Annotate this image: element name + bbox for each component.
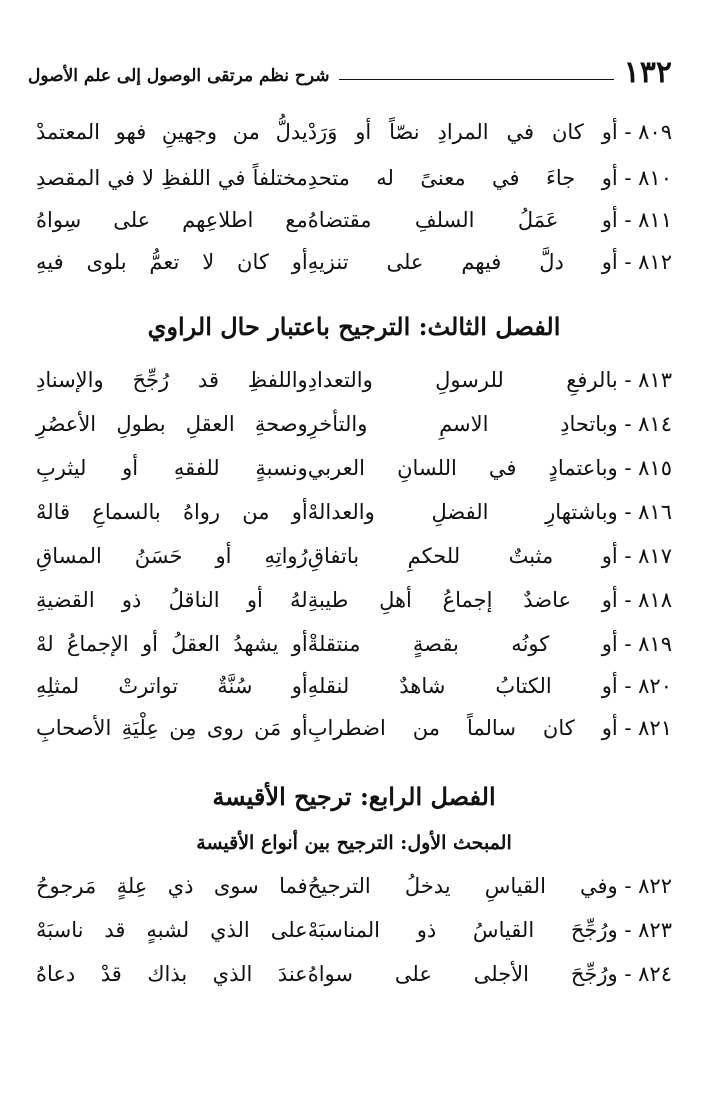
- verse-number: ٨٠٩: [638, 120, 672, 144]
- verse-second-hemistich: أو من رواهُ بالسماعِ قالهْ: [36, 500, 308, 524]
- verse-second-hemistich: مع اطلاعِهم على سِواهُ: [36, 208, 308, 232]
- verse-second-hemistich: مختلفاً في اللفظِ لا في المقصدِ: [36, 166, 308, 190]
- verse-number: ٨١٢: [638, 250, 672, 274]
- verse-number: ٨٢٣: [638, 918, 672, 942]
- verse-first-hemistich: أو كان في المرادِ نصّاً أو وَرَدْ: [307, 120, 618, 144]
- verse-line: ٨١٩ - أو كونُه بقصةٍ منتقلةْ أو يشهدُ العقلُ أو الإجماعُ لهْ: [36, 632, 672, 656]
- verse-line: ٨٢١ - أو كان سالماً من اضطرابِ أو مَن روى مِن عِلْيَةِ الأصحابِ: [36, 716, 672, 740]
- verse-first-hemistich: وباتحادِ الاسمِ والتأخرِ: [307, 412, 618, 436]
- verse-second-hemistich: واللفظِ قد رُجِّحَ والإسنادِ: [36, 368, 308, 392]
- chapter-heading: الفصل الثالث: الترجيح باعتبار حال الراوي: [147, 312, 561, 341]
- verse-first-hemistich: ورُجِّحَ الأجلى على سواهُ: [307, 962, 618, 986]
- verse-line: ٨٢٢ - وفي القياسِ يدخلُ الترجيحُ فما سوى ذي عِلةٍ مَرجوحُ: [36, 874, 672, 898]
- verse-number: ٨٢٢: [638, 874, 672, 898]
- verse-number: ٨١٣: [638, 368, 672, 392]
- page-number: ١٣٢: [623, 55, 672, 90]
- verse-line: ٨٠٩ - أو كان في المرادِ نصّاً أو وَرَدْ يدلُّ من وجهينِ فهو المعتمدْ: [36, 120, 672, 144]
- verse-line: ٨٢٤ - ورُجِّحَ الأجلى على سواهُ عندَ الذي بذاك قدْ دعاهُ: [36, 962, 672, 986]
- verse-number: ٨١٧: [638, 544, 672, 568]
- verse-number: ٨١٩: [638, 632, 672, 656]
- verse-first-hemistich: ورُجِّحَ القياسُ ذو المناسبَهْ: [307, 918, 618, 942]
- verse-number: ٨١٤: [638, 412, 672, 436]
- verse-second-hemistich: أو يشهدُ العقلُ أو الإجماعُ لهْ: [36, 632, 308, 656]
- verse-line: ٨١٧ - أو مثبتٌ للحكمِ باتفاقِ رُواتِهِ أو حَسَنُ المساقِ: [36, 544, 672, 568]
- verse-line: ٨١٨ - أو عاضدٌ إجماعُ أهلِ طيبةِ لهُ أو الناقلُ ذو القضيةِ: [36, 588, 672, 612]
- header-rule: [339, 79, 613, 80]
- verse-line: ٨١٢ - أو دلَّ فيهم على تنزيهِ أو كان لا تعمُّ بلوى فيهِ: [36, 250, 672, 274]
- verse-first-hemistich: أو مثبتٌ للحكمِ باتفاقِ: [307, 544, 618, 568]
- chapter-heading: الفصل الرابع: ترجيح الأقيسة: [212, 782, 496, 811]
- verse-first-hemistich: أو الكتابُ شاهدٌ لنقلهِ: [307, 674, 618, 698]
- verse-first-hemistich: وباشتهارِ الفضلِ والعدالهْ: [307, 500, 618, 524]
- verse-number: ٨٢١: [638, 716, 672, 740]
- verse-first-hemistich: أو كان سالماً من اضطرابِ: [307, 716, 618, 740]
- page-header: [28, 52, 672, 92]
- verse-second-hemistich: فما سوى ذي عِلةٍ مَرجوحُ: [36, 874, 308, 898]
- verse-number: ٨١١: [638, 208, 672, 232]
- verse-second-hemistich: يدلُّ من وجهينِ فهو المعتمدْ: [36, 120, 308, 144]
- verse-first-hemistich: أو جاءَ في معنىً له متحدِ: [307, 166, 618, 190]
- verse-line: ٨١٣ - بالرفعِ للرسولِ والتعدادِ واللفظِ قد رُجِّحَ والإسنادِ: [36, 368, 672, 392]
- verse-number: ٨١٨: [638, 588, 672, 612]
- verse-first-hemistich: بالرفعِ للرسولِ والتعدادِ: [307, 368, 618, 392]
- verse-line: ٨١٦ - وباشتهارِ الفضلِ والعدالهْ أو من رواهُ بالسماعِ قالهْ: [36, 500, 672, 524]
- verse-number: ٨٢٤: [638, 962, 672, 986]
- verse-number: ٨١٠: [638, 166, 672, 190]
- verse-second-hemistich: أو كان لا تعمُّ بلوى فيهِ: [36, 250, 308, 274]
- verse-first-hemistich: وفي القياسِ يدخلُ الترجيحُ: [307, 874, 618, 898]
- verse-number: ٨١٦: [638, 500, 672, 524]
- verse-first-hemistich: أو عاضدٌ إجماعُ أهلِ طيبةِ: [307, 588, 618, 612]
- verse-second-hemistich: أو مَن روى مِن عِلْيَةِ الأصحابِ: [36, 716, 308, 740]
- verse-line: ٨٢٣ - ورُجِّحَ القياسُ ذو المناسبَهْ على الذي لشبهٍ قد ناسبَهْ: [36, 918, 672, 942]
- verse-first-hemistich: أو كونُه بقصةٍ منتقلةْ: [307, 632, 618, 656]
- verse-second-hemistich: لهُ أو الناقلُ ذو القضيةِ: [36, 588, 308, 612]
- verse-line: ٨٢٠ - أو الكتابُ شاهدٌ لنقلهِ أو سُنَّةٌ تواترتْ لمثلِهِ: [36, 674, 672, 698]
- verse-line: ٨١٠ - أو جاءَ في معنىً له متحدِ مختلفاً في اللفظِ لا في المقصدِ: [36, 166, 672, 190]
- verse-line: ٨١٥ - وباعتمادٍ في اللسانِ العربي ونسبةٍ للفقهِ أو ليثربِ: [36, 456, 672, 480]
- verse-line: ٨١٤ - وباتحادِ الاسمِ والتأخرِ وصحةِ العقلِ بطولِ الأعصُرِ: [36, 412, 672, 436]
- verse-first-hemistich: أو دلَّ فيهم على تنزيهِ: [307, 250, 618, 274]
- running-title: شرح نظم مرتقى الوصول إلى علم الأصول: [28, 66, 330, 86]
- verse-second-hemistich: على الذي لشبهٍ قد ناسبَهْ: [36, 918, 308, 942]
- verse-second-hemistich: أو سُنَّةٌ تواترتْ لمثلِهِ: [36, 674, 308, 698]
- verse-second-hemistich: رُواتِهِ أو حَسَنُ المساقِ: [36, 544, 308, 568]
- section-heading: المبحث الأول: الترجيح بين أنواع الأقيسة: [196, 832, 512, 854]
- verse-first-hemistich: أو عَمَلُ السلفِ مقتضاهُ: [307, 208, 618, 232]
- verse-second-hemistich: عندَ الذي بذاك قدْ دعاهُ: [36, 962, 308, 986]
- verse-line: ٨١١ - أو عَمَلُ السلفِ مقتضاهُ مع اطلاعِهم على سِواهُ: [36, 208, 672, 232]
- verse-second-hemistich: وصحةِ العقلِ بطولِ الأعصُرِ: [36, 412, 308, 436]
- verse-number: ٨٢٠: [638, 674, 672, 698]
- verse-first-hemistich: وباعتمادٍ في اللسانِ العربي: [307, 456, 618, 480]
- verse-number: ٨١٥: [638, 456, 672, 480]
- verse-second-hemistich: ونسبةٍ للفقهِ أو ليثربِ: [36, 456, 308, 480]
